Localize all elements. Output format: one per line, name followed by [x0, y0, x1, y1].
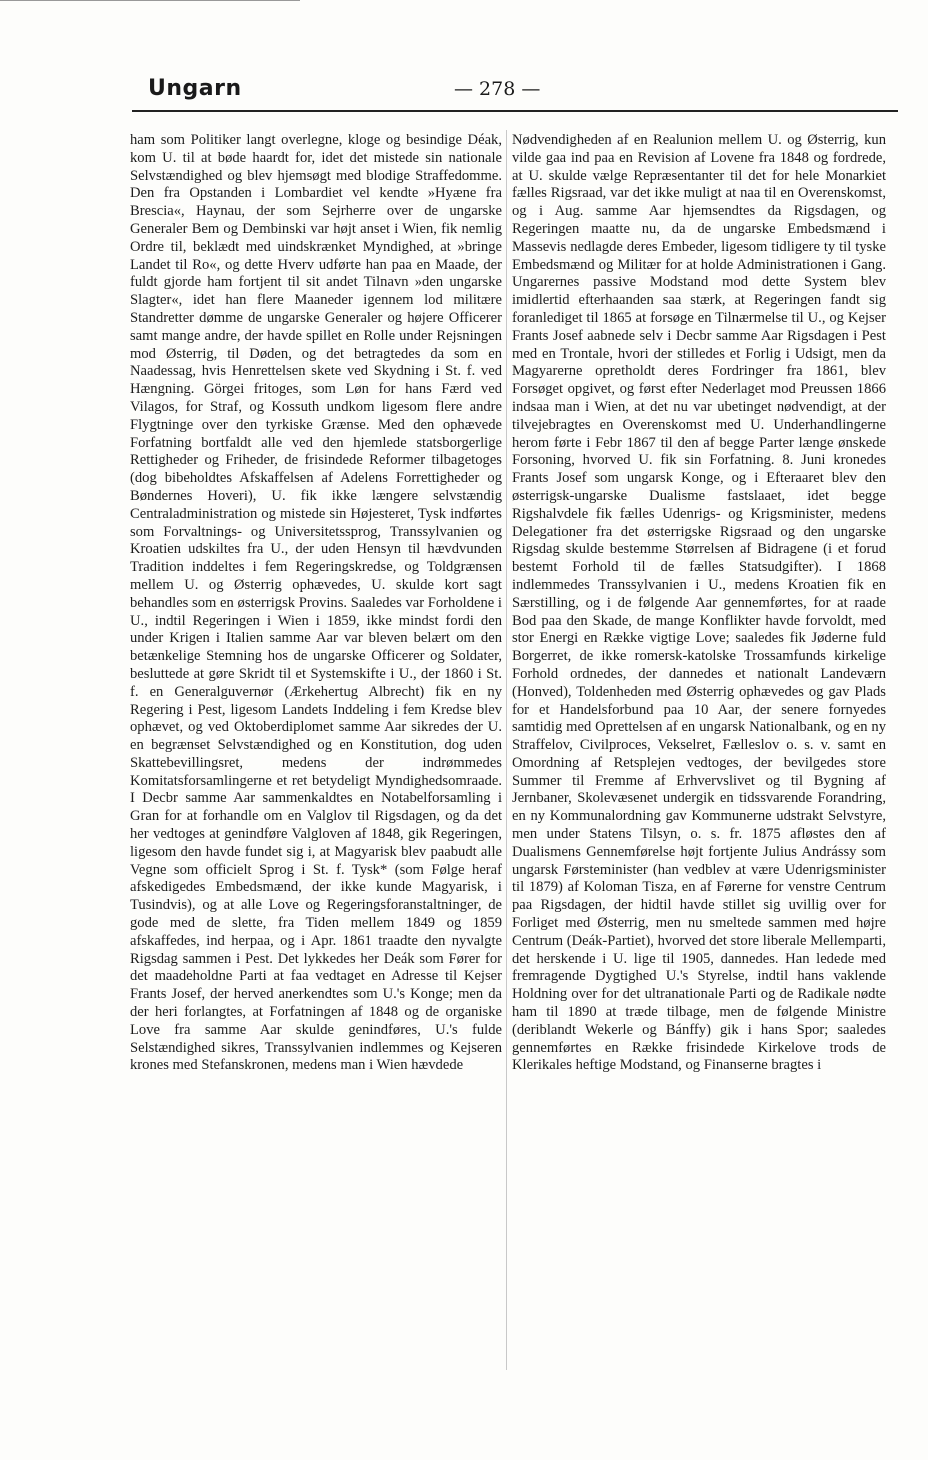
page-header	[132, 72, 892, 108]
right-column	[512, 132, 886, 1075]
header-rule	[132, 110, 898, 112]
column-divider	[506, 130, 507, 1370]
top-edge-rule	[0, 0, 300, 1]
left-column-text: ham som Politiker langt overlegne, kloge og besindige Déak, kom U. til at bøde haardt for, idet det mistede sin nationale Selvstændighed og blev hjemsøgt med blodige Straffedomme. Den fra Opstanden i Lombardiet vel kendte »Hyæne fra Brescia«, Haynau, der som Sejrherre over de ungarske Generaler Bem og Dembinski var højt anset i Wien, fik nemlig Ordre til, beklædt med uindskrænket Myndighed, at »bringe Landet til Ro«, og dette Hverv udførte han paa en Maade, der fuldt gjorde ham fortjent til sit andet Tilnavn »den ungarske Slagter«, idet han flere Maaneder igennem lod militære Standretter dømme de ungarske Generaler og højere Officerer samt mange andre, der havde spillet en Rolle under Rejsningen mod Østerrig, til Døden, og det betragtedes da som en Naadessag, hvis Henrettelsen skete ved Skydning i St. f. ved Hængning. Görgei fritoges, som Løn for hans Færd ved Vilagos, for Straf, og Kossuth undkom ligesom flere andre Flygtninge over den tyrkiske Grænse. Med den ophævede Forfatning bortfaldt alle ved den hjemlede statsborgerlige Rettigheder og Friheder, de frisindede Reformer tilbagetoges (dog bibeholdtes Afskaffelsen af Adelens Forrettigheder og Bøndernes Hoveri), U. fik ikke længere selvstændig Centraladministration og mistede sin Højesteret, Tysk indførtes som Forvaltnings- og Universitetssprog, Transsylvanien og Kroatien udskiltes fra U., der uden Hensyn til hævdvunden Tradition inddeltes i fem Regeringskredse, og Toldgrænsen mellem U. og Østerrig ophævedes, U. skulde kort sagt behandles som en østerrigsk Provins. Saaledes var Forholdene i U., indtil Regeringen i Wien i 1859, ikke mindst fordi den under Krigen i Italien samme Aar var bleven belært om den betænkelige Stemning hos de ungarske Officerer og Soldater, besluttede at gøre Skridt til et Systemskifte i U., der 1860 i St. f. en Generalguvernør (Ærkehertug Albrecht) fik en ny Regering i Pest, ligesom Landets Inddeling i fem Kredse blev ophævet, og ved Oktoberdiplomet samme Aar sikredes der U. en begrænset Selvstændighed og en Konstitution, dog uden Skattebevillingsret, medens der indrømmedes Komitatsforsamlingerne et ret betydeligt Myndighedsomraade. I Decbr samme Aar sammenkaldtes en Notabelforsamling i Gran for at forhandle om en Valglov til Rigsdagen, og da det her vedtoges at genindføre Valgloven af 1848, gik Regeringen, ligesom den havde fundet sig i, at Magyarisk blev paabudt alle Vegne som officielt Sprog i St. f. Tysk* (som Følge heraf afskedigedes Embedsmænd, der ikke kunde Magyarisk, i Tusindvis), og at alle Love og Regeringsforanstaltninger, de gode med de slette, fra Tiden mellem 1849 og 1859 afskaffedes, ind herpaa, og i Apr. 1861 traadte den nyvalgte Rigsdag sammen i Pest. Det lykkedes her Deák som Fører for det maadeholdne Parti at faa vedtaget en Adresse til Kejser Frants Josef, der herved anerkendtes som U.'s Konge; men da der heri forlangtes, at Forfatningen af 1848 og de organiske Love fra samme Aar skulde genindføres, U.'s fulde Selstændighed sikres, Transsylvanien indlemmes og Kejseren krones med Stefanskronen, medens man i Wien hævdede	[130, 132, 502, 1074]
left-column	[130, 132, 502, 1075]
page-title: Ungarn	[148, 76, 242, 101]
page-number: — 278 —	[454, 78, 541, 100]
right-column-text: Nødvendigheden af en Realunion mellem U. og Østerrig, kun vilde gaa ind paa en Revision af Lovene fra 1848 og fordrede, at U. skulde vælge Repræsentanter til det for hele Monarkiet fælles Rigsraad, var det ikke muligt at naa til en Overenskomst, og i Aug. samme Aar hjemsendtes da Rigsdagen, og Regeringen maatte nu, da de ungarske Embedsmænd i Massevis nedlagde deres Embeder, ligesom tidligere ty til tyske Embedsmænd og Militær for at holde Administrationen i Gang. Ungarernes passive Modstand mod dette System blev imidlertid efterhaanden saa stærk, at Regeringen fandt sig foranlediget til 1865 at forsøge en Tilnærmelse til U., og Kejser Frants Josef aabnede selv i Decbr samme Aar Rigsdagen i Pest med en Trontale, hvori der stilledes et Forlig i Udsigt, men da Magyarerne opretholdt deres Fordringer fra 1861, blev Forsøget opgivet, og først efter Nederlaget mod Preussen 1866 indsaa man i Wien, at det nu var ubetinget nødvendigt, at der tilvejebragtes en Overenskomst med U. Underhandlingerne herom førte i Febr 1867 til den af begge Parter længe ønskede Forsoning, hvorved U. fik sin Forfatning. 8. Juni kronedes Frants Josef som ungarsk Konge, og i Efteraaret blev den østerrigsk-ungarske Dualisme fastslaaet, idet begge Rigshalvdele fik fælles Udenrigs- og Krigsminister, medens Delegationer fra det østerrigske Rigsraad og den ungarske Rigsdag skulde bestemme Størrelsen af Bidragene (i et forud bestemt Forhold til de fælles Statsudgifter). I 1868 indlemmedes Transsylvanien i U., medens Kroatien fik en Særstilling, og i de følgende Aar gennemførtes, for at raade Bod paa den Skade, de mange Konflikter havde forvoldt, med stor Energi en Række vigtige Love; saaledes fik Jøderne fuld Borgerret, de ikke romersk-katolske Trossamfunds kirkelige Forhold ordnedes, der dannedes et nationalt Landeværn (Honved), Toldenheden med Østerrig ophævedes og gav Plads for et Handelsforbund paa 10 Aar, der senere fornyedes samtidig med Oprettelsen af en ungarsk Nationalbank, og en ny Straffelov, Civilproces, Vekselret, Fælleslov o. s. v. samt en Omordning af Retsplejen vedtoges, der bevilgedes store Summer til Fremme af Erhvervslivet og til Bygning af Jernbaner, Skolevæsenet undergik en tidssvarende Forandring, en ny Kommunalordning gav Kommunerne udstrakt Selvstyre, men under Statens Tilsyn, o. s. fr. 1875 afløstes den af Dualismens Gennemførelse højt fortjente Julius Andrássy som ungarsk Førsteminister (han vedblev at være Udenrigsminister til 1879) af Koloman Tisza, en af Førerne for venstre Centrum paa Rigsdagen, der hidtil havde stillet sig uvillig over for Forliget med Østerrig, men nu smeltede sammen med højre Centrum (Deák-Partiet), hvorved det store liberale Mellemparti, det herskende i U. lige til 1905, dannedes. Han ledede med fremragende Dygtighed U.'s Styrelse, indtil hans vaklende Holdning over for det ultranationale Parti og de Radikale nødte ham til 1890 at træde tilbage, men de følgende Ministre (deriblandt Wekerle og Bánffy) gik i hans Spor; saaledes gennemførtes en Række frisindede Kirkelove trods de Klerikales heftige Modstand, og Finanserne bragtes i	[512, 132, 886, 1074]
